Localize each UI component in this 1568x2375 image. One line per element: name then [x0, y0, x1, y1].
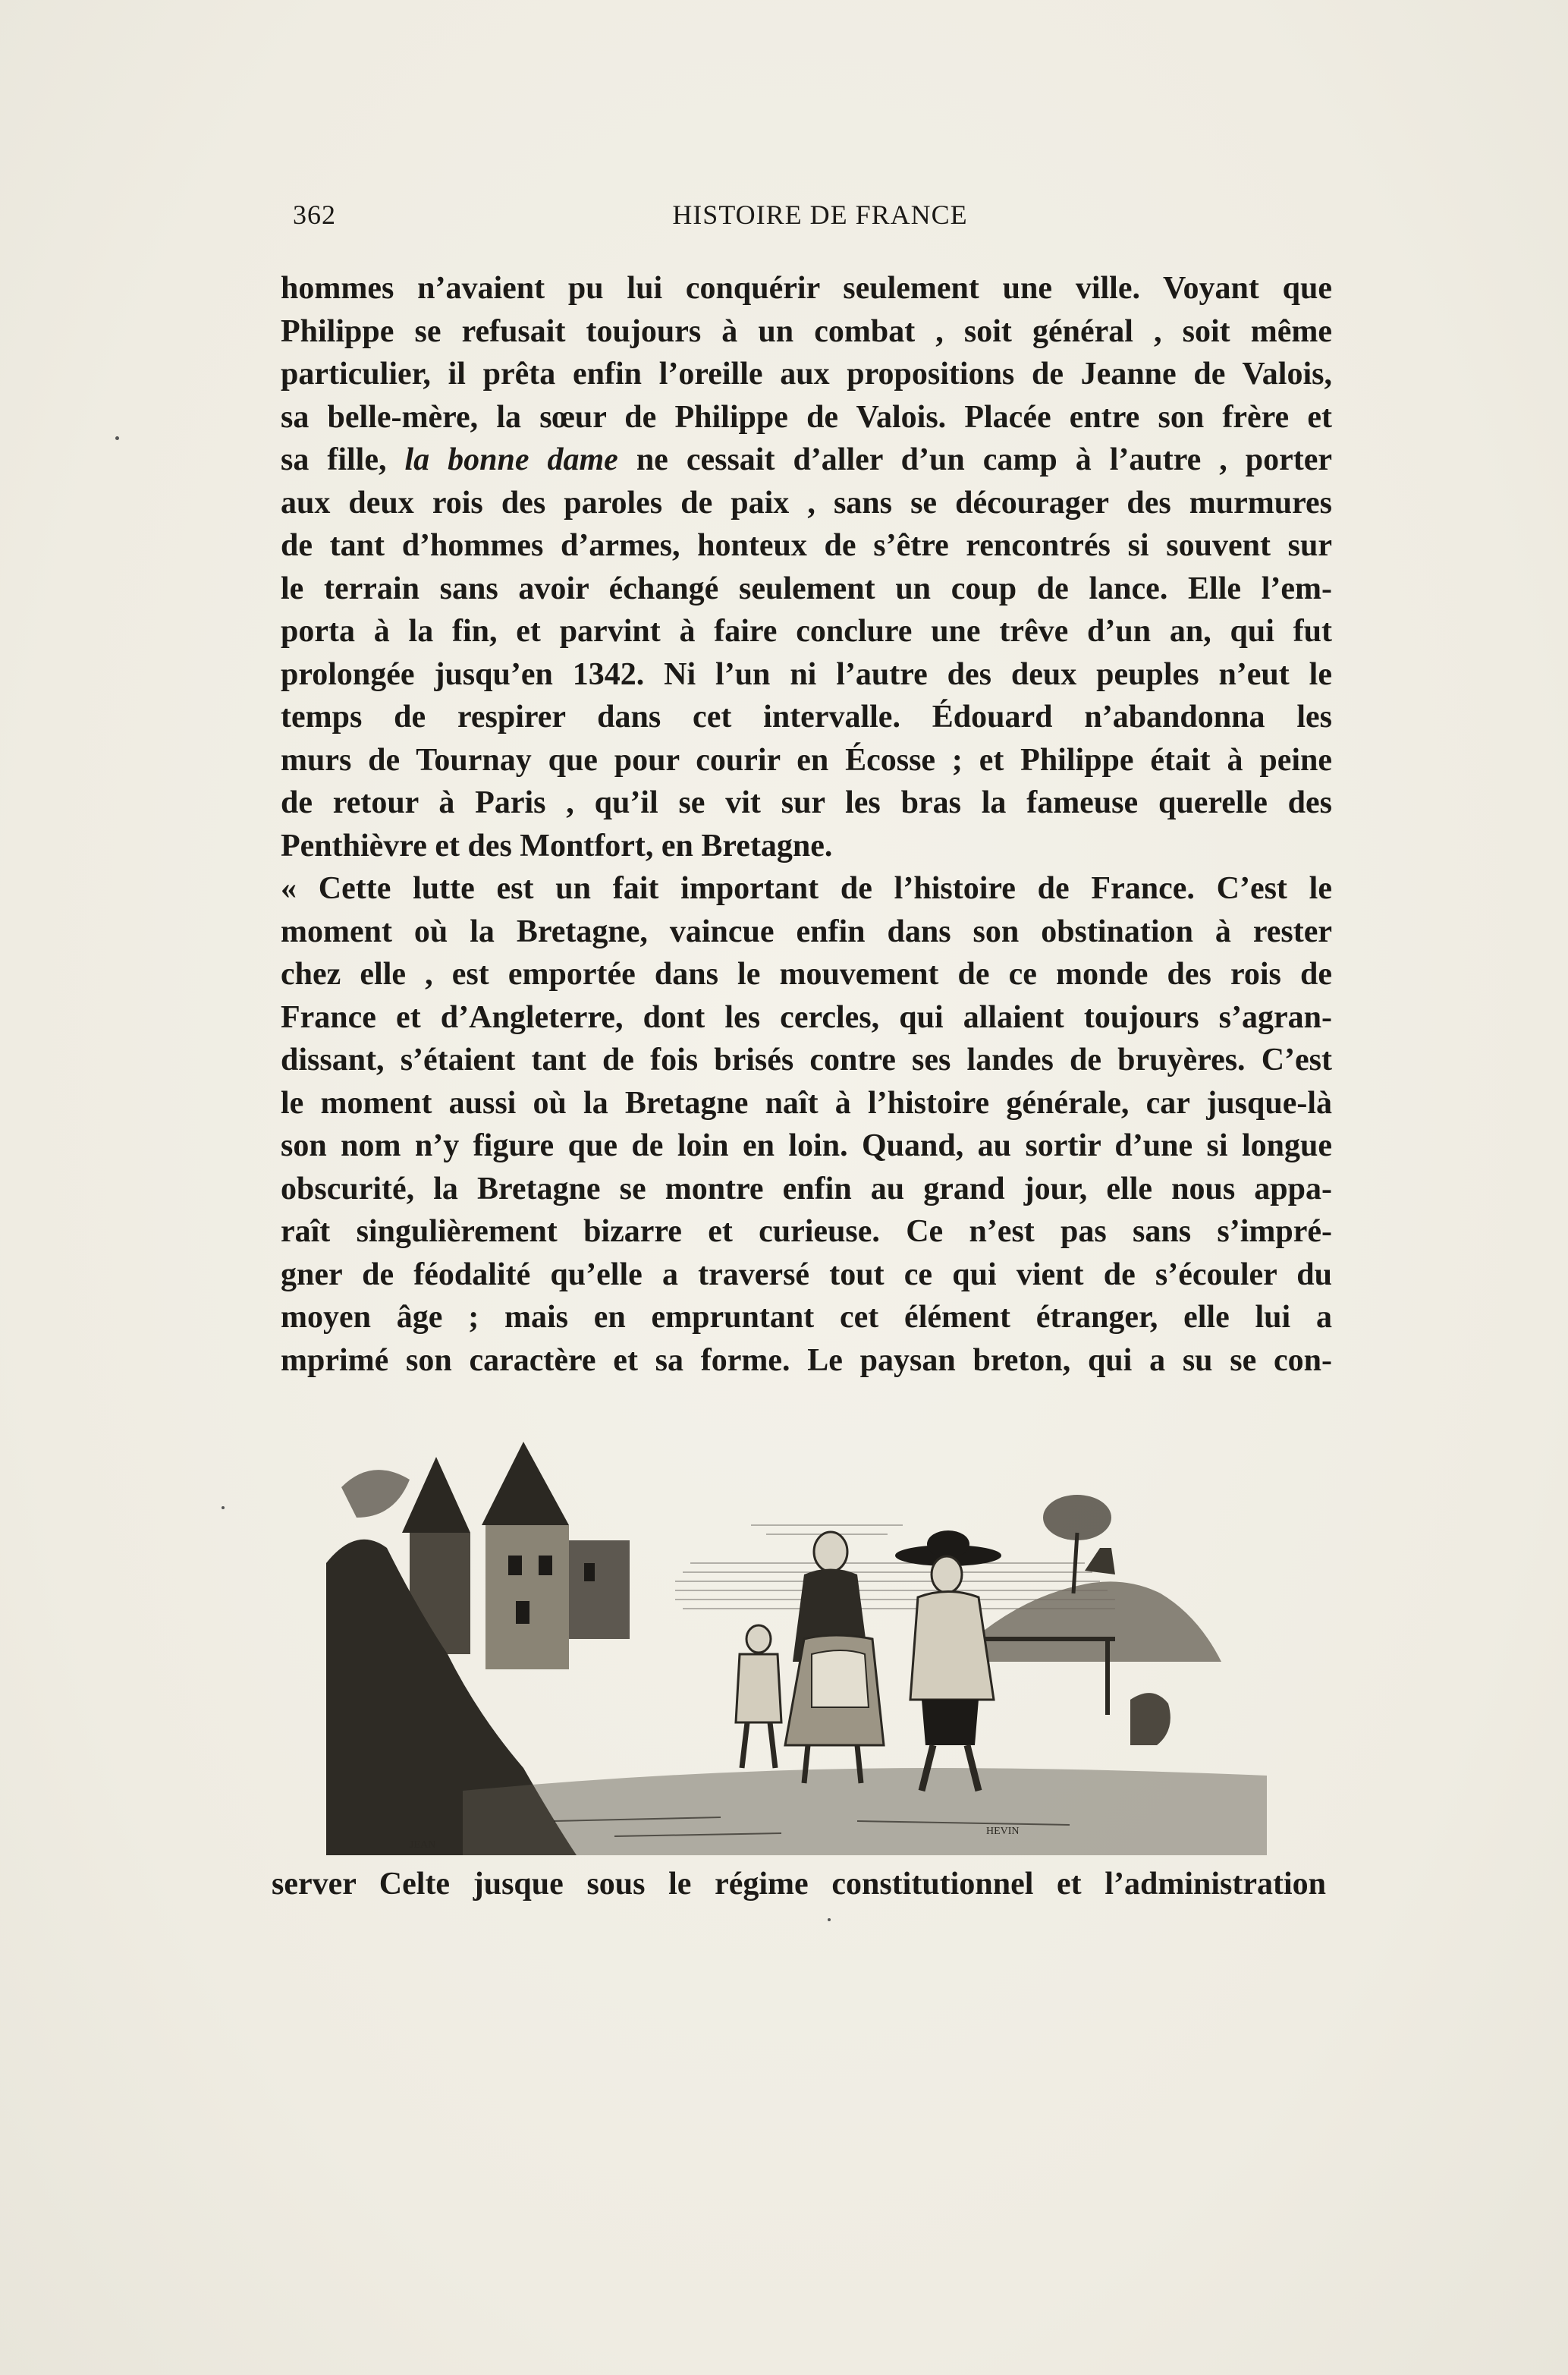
text-line-content: Penthièvre et des Montfort, en Bretagne. [281, 828, 833, 863]
text-line [281, 739, 1332, 782]
text-line [281, 1168, 1332, 1211]
running-title: HISTOIRE DE FRANCE [672, 200, 968, 230]
body-text-upper [281, 267, 1332, 1382]
text-line-content: prolongée jusqu’en 1342. Ni l’un ni l’autre des deux peuples n’eut le [281, 656, 1332, 692]
text-line [281, 696, 1332, 739]
text-line-content: raît singulièrement bizarre et curieuse. Ce n’est pas sans s’impré- [281, 1214, 1332, 1249]
text-line [281, 867, 1332, 911]
text-line [281, 1210, 1332, 1254]
text-line-content: « Cette lutte est un fait important de l’histoire de France. C’est le [281, 871, 1332, 906]
engraver-signature-left: JEAN [410, 1839, 436, 1851]
text-line-content: particulier, il prêta enfin l’oreille aux propositions de Jeanne de Valois, [281, 357, 1332, 392]
text-line-content: le terrain sans avoir échangé seulement un coup de lance. Elle l’em- [281, 571, 1332, 606]
paper-speck [115, 436, 119, 440]
page-header [293, 199, 1332, 237]
text-line [281, 653, 1332, 697]
text-line [281, 310, 1332, 354]
text-line-content: son nom n’y figure que de loin en loin. Quand, au sortir d’une si longue [281, 1128, 1332, 1163]
text-line [281, 996, 1332, 1040]
text-line [281, 782, 1332, 825]
text-line-content: moyen âge ; mais en empruntant cet élément étranger, elle lui a [281, 1300, 1332, 1335]
text-line [281, 1039, 1332, 1082]
text-line [281, 568, 1332, 611]
text-line-content: de retour à Paris , qu’il se vit sur les bras la fameuse querelle des [281, 785, 1332, 820]
text-line [281, 1082, 1332, 1125]
text-line-content: Philippe se refusait toujours à un combat , soit général , soit même [281, 313, 1332, 349]
text-line [281, 1125, 1332, 1168]
body-text-final-line: server Celte jusque sous le régime constitutionnel et l’administration [272, 1867, 1326, 1902]
text-line-content: mprimé son caractère et sa forme. Le paysan breton, qui a su se con- [281, 1342, 1332, 1378]
paper-speck [828, 1918, 831, 1921]
engraver-signature-right: HEVIN [986, 1826, 1020, 1837]
text-line [281, 953, 1332, 996]
text-line-content: obscurité, la Bretagne se montre enfin au grand jour, elle nous appa- [281, 1171, 1332, 1206]
text-line-content: murs de Tournay que pour courir en Écosse ; et Philippe était à peine [281, 742, 1332, 778]
text-line-content: chez elle , est emportée dans le mouvement de ce monde des rois de [281, 957, 1332, 992]
text-line [281, 524, 1332, 568]
paper-speck [222, 1506, 225, 1509]
text-line-content: le moment aussi où la Bretagne naît à l’histoire générale, car jusque-là [281, 1085, 1332, 1121]
italic-phrase: la bonne dame [404, 442, 618, 477]
text-line [281, 911, 1332, 954]
text-line [281, 439, 1332, 482]
text-line [281, 267, 1332, 310]
text-line [281, 825, 1332, 868]
text-line [281, 1339, 1332, 1383]
text-line-content: sa fille, la bonne dame ne cessait d’aller d’un camp à l’autre , porter [281, 442, 1332, 477]
text-line-content: aux deux rois des paroles de paix , sans se décourager des murmures [281, 485, 1332, 521]
text-line-content: gner de féodalité qu’elle a traversé tout ce qui vient de s’écouler du [281, 1257, 1332, 1292]
text-line-content: moment où la Bretagne, vaincue enfin dans son obstination à rester [281, 914, 1332, 949]
text-line-content: France et d’Angleterre, dont les cercles, qui allaient toujours s’agran- [281, 999, 1332, 1035]
text-line-content: sa belle-mère, la sœur de Philippe de Valois. Placée entre son frère et [281, 399, 1332, 435]
text-line [281, 353, 1332, 396]
text-line [281, 482, 1332, 525]
engraving-illustration [326, 1411, 1267, 1855]
text-line-content: temps de respirer dans cet intervalle. Édouard n’abandonna les [281, 700, 1332, 735]
text-line [281, 396, 1332, 439]
text-line-content: porta à la fin, et parvint à faire conclure une trêve d’un an, qui fut [281, 614, 1332, 649]
page-number: 362 [293, 200, 336, 230]
text-line-content: dissant, s’étaient tant de fois brisés contre ses landes de bruyères. C’est [281, 1043, 1332, 1077]
text-line-content: hommes n’avaient pu lui conquérir seulement une ville. Voyant que [281, 271, 1332, 306]
text-line [281, 610, 1332, 653]
text-line-content: de tant d’hommes d’armes, honteux de s’être rencontrés si souvent sur [281, 528, 1332, 563]
text-line [281, 1254, 1332, 1297]
text-line [281, 1296, 1332, 1339]
